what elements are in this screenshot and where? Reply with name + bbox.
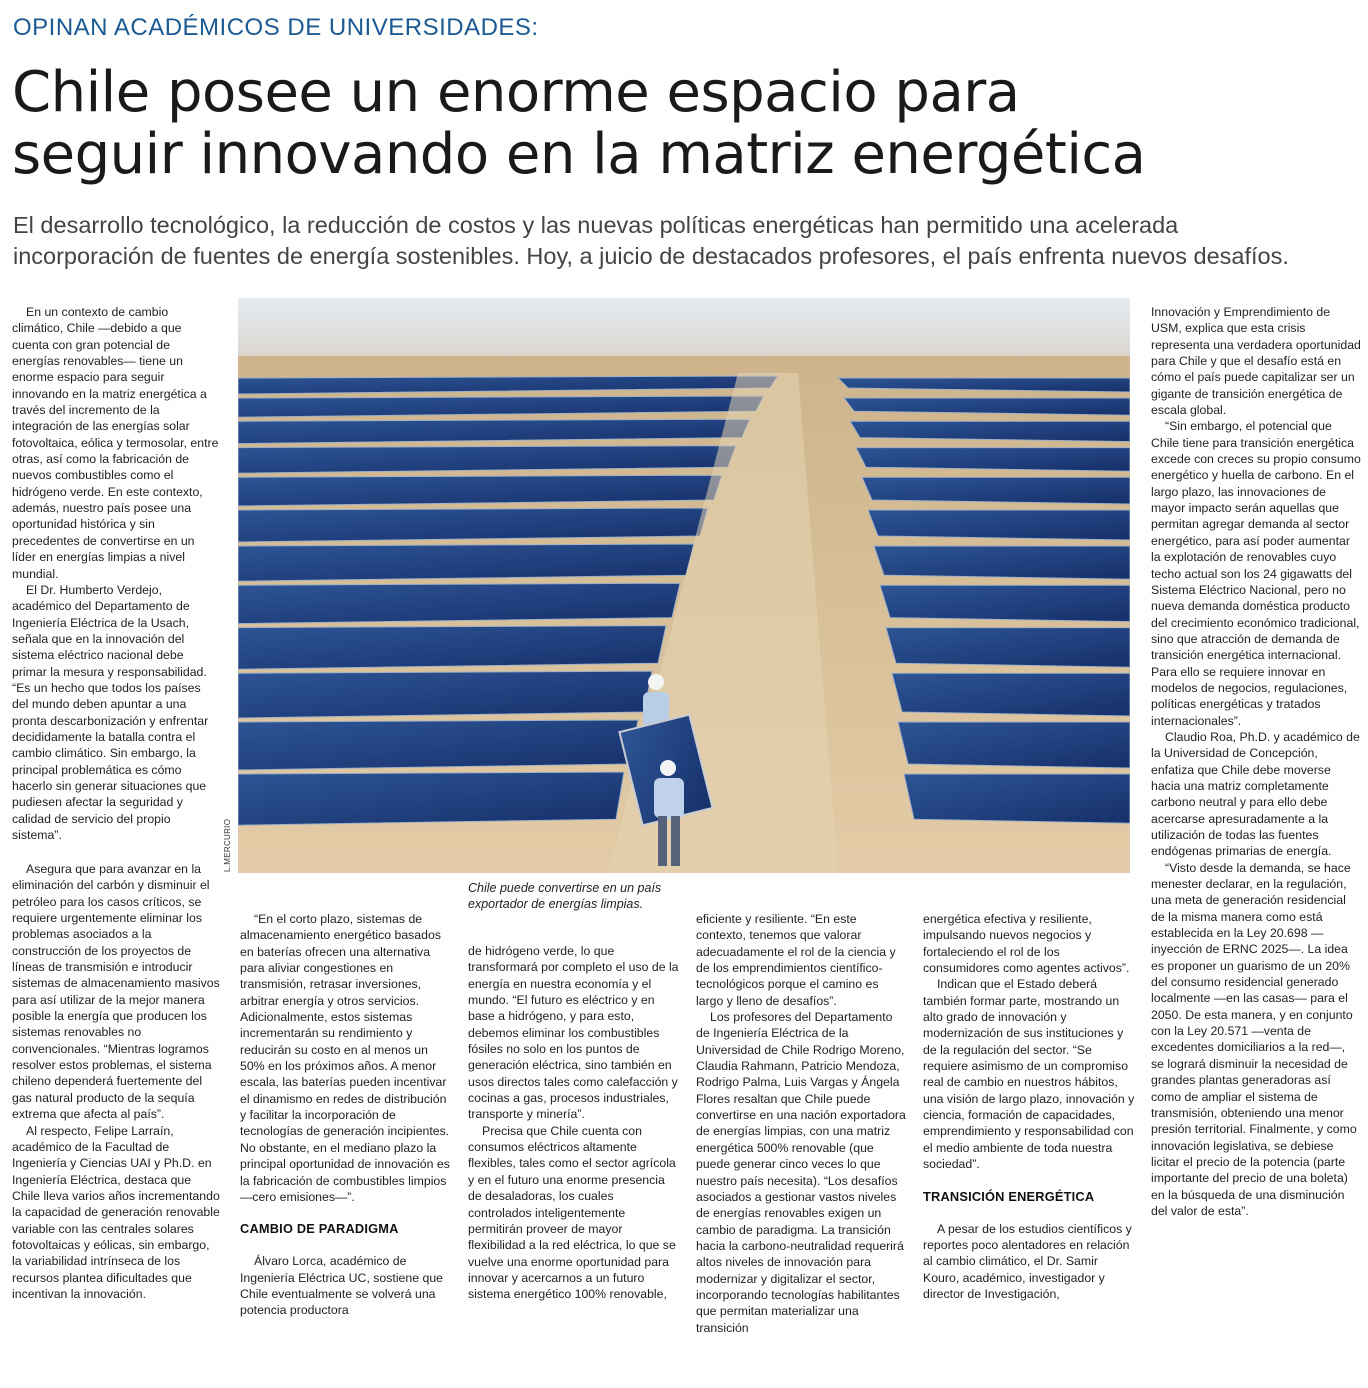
column-2 <box>240 911 452 1319</box>
panel-row-left <box>238 508 708 542</box>
panel-row-right <box>886 628 1130 668</box>
panel-row-left <box>238 626 666 670</box>
paragraph: “En el corto plazo, sistemas de almacenamiento energético basados en baterías ofrecen una alternativa para aliviar congestiones en transmisión, retrasar inversiones, arbitrar energía y otros servicios. Adicionalmente, estos sistemas incrementarán su rendimiento y reducirán su costo en al menos un 50% en los próximos años. A menor escala, las baterías pueden incentivar el dinamismo en redes de distribución y facilitar la incorporación de tecnologías de generación incipientes. No obstante, en el mediano plazo la principal oportunidad de innovación es la fabricación de combustibles limpios —cero emisiones—”. <box>240 912 450 1204</box>
panel-row-left <box>238 671 652 718</box>
headline-line-1: Chile posee un enorme espacio para <box>12 60 1020 125</box>
column-4 <box>696 911 908 1336</box>
paragraph: En un contexto de cambio climático, Chile —debido a que cuenta con gran potencial de energías renovables— tiene un enorme espacio para seguir innovando en la matriz energética a través del incremento de la integración de las energías solar fotovoltaica, eólica y termosolar, entre otras, así como la fabricación de nuevos combustibles como el hidrógeno verde. En este contexto, además, nuestro país posee una oportunidad histórica y sin precedentes de convertirse en un líder en energías limpias a nivel mundial. <box>12 305 219 581</box>
section-heading-cambio-de-paradigma: CAMBIO DE PARADIGMA <box>240 1221 399 1237</box>
paragraph: “Visto desde la demanda, se hace menester declarar, en la regulación, una meta de generación residencial de la misma manera como está establecida en la Ley 20.698 —inyección de ERNC 2025—. La idea es proponer un guarismo de un 20% del consumo residencial generado localmente —en las casas— para el 2050. De esta manera, y en conjunto con la Ley 20.571 —venta de excedentes domiciliarios a la red—, se logrará disminuir la necesidad de grandes plantas generadoras así como de ampliar el sistema de transmisión, obteniendo una menor presión territorial. Finalmente, y como innovación legislativa, se debiese licitar el precio de la potencia (parte importante del precio de una boleta) en la búsqueda de una disminución del valor de esta”. <box>1151 860 1357 1218</box>
panel-row-right <box>874 546 1130 579</box>
panel-row-right <box>898 722 1130 768</box>
panel-row-right <box>850 421 1130 441</box>
panel-row-right <box>880 585 1130 621</box>
column-6 <box>1151 304 1361 1219</box>
column-5 <box>923 911 1135 1302</box>
panel-row-left <box>238 544 694 581</box>
panel-row-right <box>862 477 1130 504</box>
section-heading-transicion-energetica: TRANSICIÓN ENERGÉTICA <box>923 1188 1095 1204</box>
paragraph: El Dr. Humberto Verdejo, académico del Departamento de Ingeniería Eléctrica de la Usach, señala que en la innovación del sistema eléctrico nacional debe primar la mesura y responsabilidad. “Es un hecho que todos los países del mundo deben apuntar a una pronta descarbonización y enfrentar decididamente la batalla contra el cambio climático. Sin embargo, la principal problemática es cómo hacerlo sin generar situaciones que pudiesen afectar la seguridad y calidad de servicio del propio sistema”. <box>12 582 209 842</box>
column-1-continued <box>12 861 220 1302</box>
solar-farm-photo <box>238 298 1130 873</box>
paragraph: A pesar de los estudios científicos y reportes poco alentadores en relación al cambio climático, el Dr. Samir Kouro, académico, investigador y director de Investigación, <box>923 1221 1132 1301</box>
deck <box>13 210 1358 272</box>
paragraph: Precisa que Chile cuenta con consumos eléctricos altamente flexibles, tales como el sector agrícola y en el futuro una enorme presencia de desaladoras, los cuales controlados inteligentemente permitirán proveer de mayor flexibilidad a la red eléctrica, lo que se vuelve una enorme oportunidad para innovar y acercarnos a un futuro sistema energético 100% renovable, <box>468 1123 676 1302</box>
paragraph: Los profesores del Departamento de Ingeniería Eléctrica de la Universidad de Chile Rodrigo Moreno, Claudia Rahmann, Patricio Mendoza, Rodrigo Palma, Luis Vargas y Ángela Flores resaltan que Chile puede convertirse en una nación exportadora de energías limpias, con una matriz energética 500% renovable (que puede generar cinco veces lo que nuestro país necesita). “Los desafíos asociados a gestionar vastos niveles de energías renovables exigen un cambio de paradigma. La transición hacia la carbono-neutralidad requerirá altos niveles de innovación para modernizar y digitalizar el sector, incorporando tecnologías habilitantes que permitan materializar una transición <box>696 1010 906 1335</box>
panel-row-left <box>238 772 624 825</box>
paragraph: de hidrógeno verde, lo que transformará por completo el uso de la energía en nuestra economía y el mundo. “El futuro es eléctrico y en base a hidrógeno, y para esto, debemos eliminar los combustibles fósiles no solo en los puntos de generación eléctrica, sino también en usos directos tales como calefacción y cocinas a gas, procesos industriales, transporte y minería”. <box>468 944 679 1122</box>
paragraph: Claudio Roa, Ph.D. y académico de la Universidad de Concepción, enfatiza que Chile debe moverse hacia una matriz completamente carbono neutral y para ello debe acercarse apresuradamente a la utilización de todas las fuentes endógenas primarias de energía. <box>1151 729 1360 859</box>
paragraph: Innovación y Emprendimiento de USM, explica que esta crisis representa una verdadera oportunidad para Chile y que el desafío está en cómo el país puede capitalizar ser un gigante de transición energética de escala global. <box>1151 305 1361 418</box>
panel-row-left <box>238 720 638 770</box>
paragraph: energética efectiva y resiliente, impulsando nuevos negocios y fortaleciendo el rol de los consumidores como agentes activos”. <box>923 912 1130 976</box>
panel-row-left <box>238 583 680 623</box>
deck-line-1: El desarrollo tecnológico, la reducción de costos y las nuevas políticas energéticas han permitido una acelerada <box>13 212 1179 238</box>
column-3 <box>468 943 680 1303</box>
paragraph: Álvaro Lorca, académico de Ingeniería Eléctrica UC, sostiene que Chile eventualmente se volverá una potencia productora <box>240 1254 444 1318</box>
headline-line-2: seguir innovando en la matriz energética <box>12 122 1146 187</box>
photo-credit: L.MERCURIO <box>223 818 232 872</box>
photo-caption: Chile puede convertirse en un país exportador de energías limpias. <box>468 881 662 911</box>
panel-row-right <box>868 510 1130 540</box>
panel-row-right <box>904 774 1130 823</box>
panel-row-right <box>856 448 1130 472</box>
sky <box>238 298 1130 358</box>
kicker: OPINAN ACADÉMICOS DE UNIVERSIDADES: <box>13 14 539 41</box>
paragraph: Asegura que para avanzar en la eliminación del carbón y disminuir el petróleo para los casos críticos, se requiere urgentemente eliminar los problemas asociados a la construcción de los proyectos de líneas de transmisión e introducir sistemas de almacenamiento masivos para así utilizar de la mejor manera posible la energía que producen los sistemas renovables no convencionales. “Mientras logramos resolver estos problemas, el sistema chileno dependerá fuertemente del gas natural producto de la sequía extrema que afecta al país”. <box>12 862 220 1122</box>
column-1 <box>12 304 220 843</box>
paragraph: Al respecto, Felipe Larraín, académico de la Facultad de Ingeniería y Ciencias UAI y Ph.D. en Ingeniería Eléctrica, destaca que Chile lleva varios años incrementando la capacidad de generación renovable variable con las centrales solares fotovoltaicas y eólicas, sin embargo, la variabilidad intrínseca de los recursos plantea dificultades que incentivan la innovación. <box>12 1123 220 1301</box>
solar-farm-illustration <box>238 298 1130 873</box>
headline <box>12 62 1352 186</box>
paragraph: “Sin embargo, el potencial que Chile tiene para transición energética excede con creces su propio consumo energético y huella de carbono. En el largo plazo, las innovaciones de mayor impacto serán aquellas que permitan agregar demanda al sector energético, para así poder aumentar la explotación de renovables cuyo techo actual son los 24 gigawatts del Sistema Eléctrico Nacional, pero no nueva demanda doméstica producto del crecimiento económico tradicional, sino que atracción de demanda de transición energética internacional. Para ello se requiere innovar en modelos de negocios, regulaciones, políticas energéticas y tratados internacionales”. <box>1151 419 1361 728</box>
paragraph: eficiente y resiliente. “En este contexto, tenemos que valorar adecuadamente el rol de la ciencia y de los emprendimientos científico-tecnológicos porque el camino es largo y lleno de desafíos”. <box>696 912 896 1008</box>
deck-line-2: incorporación de fuentes de energía sostenibles. Hoy, a juicio de destacados profesores, el país enfrenta nuevos desafíos. <box>13 243 1289 269</box>
paragraph: Indican que el Estado deberá también formar parte, mostrando un alto grado de innovación y modernización de sus instituciones y de la regulación del sector. “Se requiere asimismo de un compromiso real de cambio en nuestros hábitos, una visión de largo plazo, innovación y ciencia, formación de capacidades, emprendimiento y responsabilidad con el medio ambiente de toda nuestra sociedad”. <box>923 977 1135 1172</box>
panel-row-right <box>892 673 1130 716</box>
